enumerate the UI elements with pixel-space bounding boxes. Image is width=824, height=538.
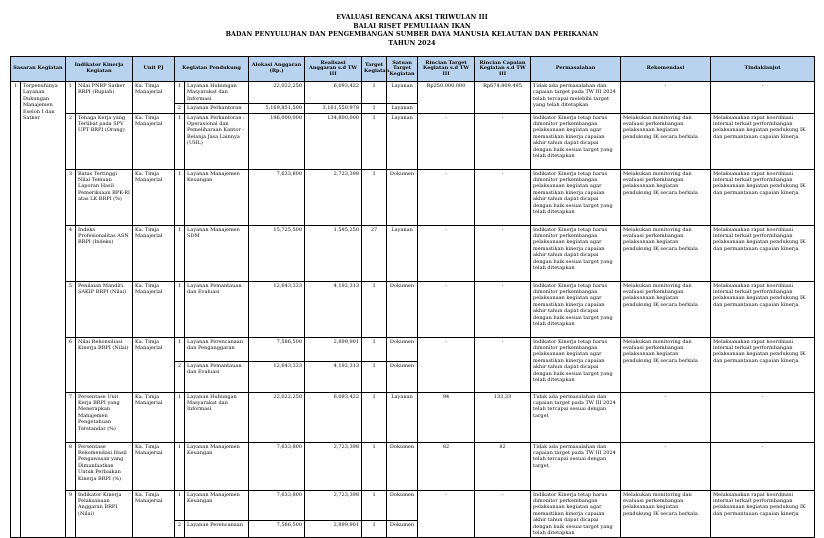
col-sasaran: Sasaran Kegiatan [11, 57, 66, 82]
permasalahan: Indikator Kinerja tetap harus dimonitor perkembangan pelaksanaan kegiatan agar memastikan kinerja capaian akhir tahun dapat dicapai dengan baik sesuai target yang telah ditetapkan [531, 225, 621, 281]
realisasi-anggaran: 4,192,313 [305, 281, 362, 337]
rekomendasi: Melakukan monitoring dan evaluasi perkembangan pelaksanaan kegiatan pendukung IK secara berkala [621, 113, 711, 169]
permasalahan: Tidak ada permasalahan dan capaian target pada TW III 2024 telah tercapai sesuai dengan target [531, 392, 621, 442]
kegiatan-pendukung: Layanan Perencanaan [185, 521, 249, 538]
target-kegiatan: 1 [362, 169, 387, 225]
rekomendasi: - [621, 82, 711, 114]
alokasi-anggaran: 12,643,333 [249, 361, 305, 392]
indikator-no: 5 [66, 281, 76, 337]
tindaklanjut: Melaksanakan rapat koordinasi internal terkait performbangan pelaksanaan kegiatan pendukung IK dan permantauan capaian kinerja [711, 490, 815, 538]
permasalahan: Indikator Kinerja tetap harus dimonitor perkembangan pelaksanaan kegiatan agar memastikan kinerja capaian akhir tahun dapat dicapai dengan baik sesuai target yang telah ditetapkan [531, 337, 621, 392]
permasalahan: Indikator Kinerja tetap harus dimonitor perkembangan pelaksanaan kegiatan agar memastikan kinerja capaian akhir tahun dapat dicapai dengan baik sesuai target yang telah ditetapkan [531, 169, 621, 225]
table-row [11, 442, 815, 490]
indikator-text: Batas Tertinggi Nilai Temuan Laporan Hasil Pemeriksaan BPK-RI atas LK BRPI (%) [76, 169, 133, 225]
rincian-target: Rp250.000.000 [418, 82, 475, 114]
col-rincian-target: Rincian Target Kegiatan s.d TW III [418, 57, 475, 82]
realisasi-anggaran: 4,192,313 [305, 361, 362, 392]
satuan-target: Dokumen [387, 442, 418, 490]
rincian-capaian: - [475, 490, 531, 538]
unit-pj: Ka. Timja Manajerial [133, 82, 175, 114]
indikator-no: 3 [66, 169, 76, 225]
indikator-no: 2 [66, 113, 76, 169]
alokasi-anggaran: 7,586,500 [249, 521, 305, 538]
indikator-text: Indeks Profesionalitas ASN BRPI (Indeks) [76, 225, 133, 281]
rincian-target: - [418, 490, 475, 538]
target-kegiatan: 1 [362, 521, 387, 538]
kegiatan-pendukung: Layanan Hubungan Masyarakat dan Informasi [185, 392, 249, 442]
table-row [11, 82, 815, 104]
kegiatan-no: 2 [175, 361, 185, 392]
target-kegiatan: 1 [362, 490, 387, 521]
sasaran-no: 1 [11, 82, 21, 538]
tindaklanjut: Melaksanakan rapat koordinasi internal terkait performbangan pelaksanaan kegiatan pendukung IK dan permantauan capaian kinerja [711, 169, 815, 225]
target-kegiatan: 1 [362, 281, 387, 337]
kegiatan-pendukung: Layanan Manajemen Keuangan [185, 490, 249, 521]
kegiatan-pendukung: Layanan Pemantauan dan Evaluasi [185, 281, 249, 337]
kegiatan-no: 1 [175, 113, 185, 169]
title-line-3: BADAN PENYULUHAN DAN PENGEMBANGAN SUMBER DAYA MANUSIA KELAUTAN DAN PERIKANAN [225, 31, 599, 39]
tindaklanjut: Melaksanakan rapat koordinasi internal terkait performbangan pelaksanaan kegiatan pendukung IK dan permantauan capaian kinerja [711, 281, 815, 337]
title-line-4: TAHUN 2024 [388, 39, 436, 47]
col-realisasi: Realisasi Anggaran s.d TW III [305, 57, 362, 82]
realisasi-anggaran: 6,093,422 [305, 392, 362, 442]
rincian-capaian: 133,33 [475, 392, 531, 442]
kegiatan-pendukung: Layanan Perkantoran : Operasional dan Pemeliharaan Kantor - Belanja Jasa Lainnya (UHL) [185, 113, 249, 169]
col-target: Target Kegiatan [362, 57, 387, 82]
unit-pj: Ka. Timja Manajerial [133, 225, 175, 281]
col-pendukung: Kegiatan Pendukung [175, 57, 249, 82]
kegiatan-no: 1 [175, 225, 185, 281]
realisasi-anggaran: 1,585,250 [305, 225, 362, 281]
target-kegiatan: 1 [362, 104, 387, 113]
satuan-target: Dokumen [387, 281, 418, 337]
permasalahan: Tidak ada permasalahan dan capaian target pada TW III 2024 telah tercapai melebihi target yang telah ditetapkan [531, 82, 621, 114]
kegiatan-pendukung: Layanan Perencanaan dan Penganggaran [185, 337, 249, 361]
rekomendasi: Melakukan monitoring dan evaluasi perkembangan pelaksanaan kegiatan pendukung IK secara berkala [621, 225, 711, 281]
unit-pj: Ka. Timja Manajerial [133, 442, 175, 490]
satuan-target: Layanan [387, 82, 418, 104]
permasalahan: Indikator Kinerja tetap harus dimonitor perkembangan pelaksanaan kegiatan agar memastikan kinerja capaian akhir tahun dapat dicapai dengan baik sesuai target yang telah ditetapkan [531, 490, 621, 538]
col-indikator: Indikator Kinerja Kegiatan [66, 57, 133, 82]
rincian-target: 94 [418, 392, 475, 442]
unit-pj: Ka. Timja Manajerial [133, 490, 175, 538]
satuan-target: Layanan [387, 225, 418, 281]
target-kegiatan: 1 [362, 113, 387, 169]
rincian-target: - [418, 337, 475, 392]
rekomendasi: Melakukan monitoring dan evaluasi perkembangan pelaksanaan kegiatan pendukung IK secara berkala [621, 490, 711, 538]
col-rekomendasi: Rekomendasi [621, 57, 711, 82]
kegiatan-no: 2 [175, 104, 185, 113]
satuan-target: Dokumen [387, 521, 418, 538]
kegiatan-no: 1 [175, 490, 185, 521]
evaluation-table [10, 56, 815, 538]
alokasi-anggaran: 12,643,333 [249, 281, 305, 337]
kegiatan-pendukung: Layanan Manajemen SDM [185, 225, 249, 281]
target-kegiatan: 1 [362, 337, 387, 361]
rekomendasi: Melakukan monitoring dan evaluasi perkembangan pelaksanaan kegiatan pendukung IK secara berkala [621, 281, 711, 337]
kegiatan-no: 1 [175, 442, 185, 490]
rincian-capaian: Rp674.809.495 [475, 82, 531, 114]
satuan-target: Layanan [387, 392, 418, 442]
indikator-no: 1 [66, 82, 76, 114]
col-rincian-capaian: Rincian Capaian Kegiatan s.d TW III [475, 57, 531, 82]
rincian-capaian: - [475, 337, 531, 392]
realisasi-anggaran: 2,723,398 [305, 490, 362, 521]
realisasi-anggaran: 134,800,000 [305, 113, 362, 169]
satuan-target: Dokumen [387, 337, 418, 361]
realisasi-anggaran: 2,899,901 [305, 337, 362, 361]
rekomendasi: Melakukan monitoring dan evaluasi perkembangan pelaksanaan kegiatan pendukung IK secara berkala [621, 337, 711, 392]
rincian-target: 82 [418, 442, 475, 490]
realisasi-anggaran: 2,723,398 [305, 169, 362, 225]
kegiatan-no: 2 [175, 521, 185, 538]
tindaklanjut: - [711, 392, 815, 442]
alokasi-anggaran: 22,022,250 [249, 82, 305, 104]
document-header [0, 0, 824, 48]
permasalahan: Indikator Kinerja tetap harus dimonitor perkembangan pelaksanaan kegiatan agar memastikan kinerja capaian akhir tahun dapat dicapai dengan baik sesuai target yang telah ditetapkan [531, 281, 621, 337]
tindaklanjut: - [711, 442, 815, 490]
indikator-text: Tenaga Kerja yang Terlibat pada SPV UPT BRPI (Orang) [76, 113, 133, 169]
table-row [11, 337, 815, 361]
realisasi-anggaran: 2,899,901 [305, 521, 362, 538]
unit-pj: Ka. Timja Manajerial [133, 337, 175, 392]
tindaklanjut: - [711, 82, 815, 114]
rincian-capaian: 82 [475, 442, 531, 490]
permasalahan: Tidak ada permasalahan dan capaian target pada TW III 2024 telah tercapai sesuai dengan target [531, 442, 621, 490]
indikator-text: Indikator Kinerja Pelaksanaan Anggaran BRPI (Nilai) [76, 490, 133, 538]
indikator-no: 6 [66, 337, 76, 392]
indikator-text: Nilai PNBP Satker BRPI (Rupiah) [76, 82, 133, 114]
kegiatan-pendukung: Layanan Pemantauan dan Evaluasi [185, 361, 249, 392]
kegiatan-pendukung: Layanan Hubungan Masyarakat dan Informasi [185, 82, 249, 104]
rekomendasi: - [621, 442, 711, 490]
rekomendasi: - [621, 392, 711, 442]
satuan-target: Dokumen [387, 169, 418, 225]
table-row [11, 392, 815, 442]
alokasi-anggaran: 22,022,250 [249, 392, 305, 442]
rincian-capaian: - [475, 225, 531, 281]
target-kegiatan: 27 [362, 225, 387, 281]
alokasi-anggaran: 7,586,500 [249, 337, 305, 361]
table-header-row [11, 57, 815, 82]
target-kegiatan: 1 [362, 392, 387, 442]
unit-pj: Ka. Timja Manajerial [133, 392, 175, 442]
table-row [11, 113, 815, 169]
alokasi-anggaran: 15,725,500 [249, 225, 305, 281]
kegiatan-no: 1 [175, 337, 185, 361]
realisasi-anggaran: 2,723,398 [305, 442, 362, 490]
rincian-capaian: - [475, 169, 531, 225]
permasalahan: Indikator Kinerja tetap harus dimonitor perkembangan pelaksanaan kegiatan agar memastikan kinerja capaian akhir tahun dapat dicapai dengan baik sesuai target yang telah ditetapkan [531, 113, 621, 169]
kegiatan-no: 1 [175, 281, 185, 337]
tindaklanjut: Melaksanakan rapat koordinasi internal terkait performbangan pelaksanaan kegiatan pendukung IK dan permantauan capaian kinerja [711, 337, 815, 392]
col-satuan: Satuan Target Kegiatan [387, 57, 418, 82]
alokasi-anggaran: 5,169,851,500 [249, 104, 305, 113]
kegiatan-no: 1 [175, 82, 185, 104]
rincian-target: - [418, 281, 475, 337]
alokasi-anggaran: 7,633,800 [249, 490, 305, 521]
col-permasalahan: Permasalahan [531, 57, 621, 82]
tindaklanjut: Melaksanakan rapat koordinasi internal terkait performbangan pelaksanaan kegiatan pendukung IK dan permantauan capaian kinerja [711, 113, 815, 169]
satuan-target: Layanan [387, 113, 418, 169]
alokasi-anggaran: 7,633,800 [249, 169, 305, 225]
kegiatan-pendukung: Layanan Manajemen Keuangan [185, 442, 249, 490]
indikator-no: 7 [66, 392, 76, 442]
realisasi-anggaran: 6,093,422 [305, 82, 362, 104]
rincian-target: - [418, 169, 475, 225]
title-line-1: EVALUASI RENCANA AKSI TRIWULAN III [336, 14, 488, 21]
sasaran-text: Terpenuhinya Layanan Dukungan Manajemen Eselon I dan Satker [21, 82, 66, 538]
table-body [11, 82, 815, 538]
unit-pj: Ka. Timja Manajerial [133, 113, 175, 169]
satuan-target: Dokumen [387, 490, 418, 521]
indikator-text: Penilaian Mandiri SAKIP BRPI (Nilai) [76, 281, 133, 337]
col-alokasi: Alokasi Anggaran (Rp.) [249, 57, 305, 82]
kegiatan-no: 1 [175, 392, 185, 442]
col-tindaklanjut: Tindaklanjut [711, 57, 815, 82]
realisasi-anggaran: 3,161,550,978 [305, 104, 362, 113]
target-kegiatan: 1 [362, 442, 387, 490]
indikator-no: 4 [66, 225, 76, 281]
rincian-capaian: - [475, 113, 531, 169]
satuan-target: Layanan [387, 104, 418, 113]
indikator-text: Persentase Rekomendasi Hasil Pengawasan yang Dimanfaatkan Untuk Perbaikan Kinerja BRPI (%) [76, 442, 133, 490]
kegiatan-no: 1 [175, 169, 185, 225]
table-row [11, 169, 815, 225]
target-kegiatan: 1 [362, 82, 387, 104]
col-unit: Unit PJ [133, 57, 175, 82]
rekomendasi: Melakukan monitoring dan evaluasi perkembangan pelaksanaan kegiatan pendukung IK secara berkala [621, 169, 711, 225]
alokasi-anggaran: 7,633,800 [249, 442, 305, 490]
alokasi-anggaran: 196,000,000 [249, 113, 305, 169]
kegiatan-pendukung: Layanan Perkantoran [185, 104, 249, 113]
kegiatan-pendukung: Layanan Manajemen Keuangan [185, 169, 249, 225]
table-row [11, 225, 815, 281]
rincian-target: - [418, 225, 475, 281]
rincian-target: - [418, 113, 475, 169]
table-row [11, 490, 815, 521]
table-row [11, 281, 815, 337]
satuan-target: Dokumen [387, 361, 418, 392]
tindaklanjut: Melaksanakan rapat koordinasi internal terkait performbangan pelaksanaan kegiatan pendukung IK dan permantauan capaian kinerja [711, 225, 815, 281]
indikator-no: 8 [66, 442, 76, 490]
title-line-2: BALAI RISET PEMULIAAN IKAN [353, 22, 471, 30]
indikator-no: 9 [66, 490, 76, 538]
unit-pj: Ka. Timja Manajerial [133, 169, 175, 225]
indikator-text: Persentase Unit Kerja BRPI yang Menerapkan Manajemen Pengetahuan Terstandar (%) [76, 392, 133, 442]
unit-pj: Ka. Timja Manajerial [133, 281, 175, 337]
target-kegiatan: 1 [362, 361, 387, 392]
indikator-text: Nilai Rekonsiliasi Kinerja BRPI (Nilai) [76, 337, 133, 392]
rincian-capaian: - [475, 281, 531, 337]
